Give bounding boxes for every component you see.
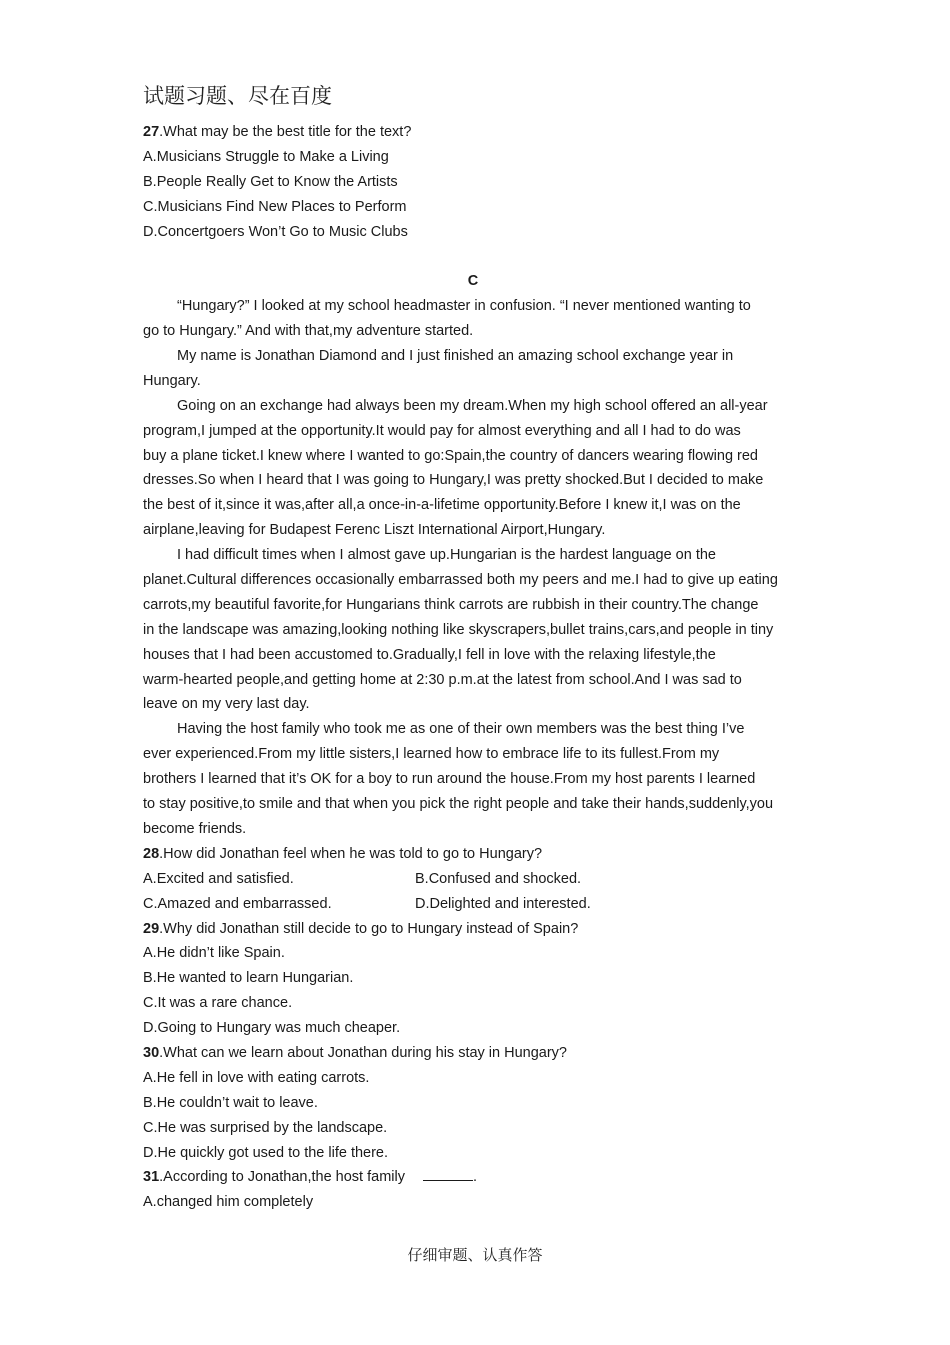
option: D.Going to Hungary was much cheaper.	[143, 1020, 401, 1037]
question-stem-end: .	[472, 1169, 478, 1186]
option-row	[143, 892, 803, 917]
passage-line: My name is Jonathan Diamond and I just finished an amazing school exchange year in	[177, 348, 734, 365]
option: B.He wanted to learn Hungarian.	[143, 970, 354, 987]
passage-line: dresses.So when I heard that I was going to Hungary,I was pretty shocked.But I decided to make	[143, 472, 764, 489]
passage-line: program,I jumped at the opportunity.It would pay for almost everything and all I had to do was	[143, 422, 741, 439]
passage-line: houses that I had been accustomed to.Gradually,I fell in love with the relaxing lifestyle,the	[143, 646, 716, 663]
question-number: 29	[143, 920, 160, 937]
passage-line: in the landscape was amazing,looking nothing like skyscrapers,bullet trains,cars,and people in tiny	[143, 621, 774, 638]
question-29	[143, 917, 803, 942]
document-body	[143, 120, 803, 1215]
passage-line: the best of it,since it was,after all,a once-in-a-lifetime opportunity.Before I knew it,I was on the	[143, 497, 741, 514]
passage-line: ever experienced.From my little sisters,I learned how to embrace life to its fullest.From my	[143, 746, 720, 763]
option: B.People Really Get to Know the Artists	[143, 173, 398, 190]
passage-line: go to Hungary.” And with that,my adventure started.	[143, 323, 474, 340]
passage-line: buy a plane ticket.I knew where I wanted to go:Spain,the country of dancers wearing flowing red	[143, 447, 758, 464]
question-stem: .How did Jonathan feel when he was told to go to Hungary?	[159, 845, 543, 862]
passage-line: Hungary.	[143, 372, 201, 389]
page-footer: 仔细审题、认真作答	[407, 1246, 543, 1264]
option: A.Musicians Struggle to Make a Living	[143, 148, 389, 165]
passage-line: warm-hearted people,and getting home at 2:30 p.m.at the latest from school.And I was sad to	[143, 671, 742, 688]
option: D.Concertgoers Won’t Go to Music Clubs	[143, 223, 408, 240]
passage-line: “Hungary?” I looked at my school headmaster in confusion. “I never mentioned wanting to	[177, 298, 751, 315]
option: C.It was a rare chance.	[143, 995, 293, 1012]
option: A.Excited and satisfied.	[143, 870, 294, 887]
option: B.He couldn’t wait to leave.	[143, 1094, 318, 1111]
passage-line: carrots,my beautiful favorite,for Hungarians think carrots are rubbish in their country.The change	[143, 596, 759, 613]
question-number: 31	[143, 1169, 160, 1186]
passage-line: Going on an exchange had always been my dream.When my high school offered an all-year	[177, 397, 768, 414]
option: C.Amazed and embarrassed.	[143, 895, 332, 912]
option: C.Musicians Find New Places to Perform	[143, 198, 407, 215]
question-30	[143, 1041, 803, 1066]
question-27	[143, 120, 803, 145]
question-stem: .What can we learn about Jonathan during his stay in Hungary?	[159, 1044, 567, 1061]
option: B.Confused and shocked.	[415, 870, 582, 887]
passage-line: to stay positive,to smile and that when you pick the right people and take their hands,suddenly,you	[143, 796, 774, 813]
passage-line: leave on my very last day.	[143, 696, 310, 713]
option: D.Delighted and interested.	[415, 895, 591, 912]
option-row	[143, 867, 803, 892]
option: A.He didn’t like Spain.	[143, 945, 285, 962]
question-number: 28	[143, 845, 160, 862]
passage-line: airplane,leaving for Budapest Ferenc Liszt International Airport,Hungary.	[143, 522, 606, 539]
passage-line: planet.Cultural differences occasionally embarrassed both my peers and me.I had to give up eating	[143, 572, 778, 589]
passage-line: Having the host family who took me as one of their own members was the best thing I’ve	[177, 721, 745, 738]
option: A.He fell in love with eating carrots.	[143, 1069, 370, 1086]
section-heading: C	[467, 273, 479, 290]
passage-line: become friends.	[143, 820, 247, 837]
question-number: 27	[143, 124, 160, 140]
answer-blank	[423, 1166, 473, 1181]
question-stem: .According to Jonathan,the host family	[159, 1169, 405, 1186]
page-header: 试题习题、尽在百度	[143, 84, 332, 108]
option: C.He was surprised by the landscape.	[143, 1119, 388, 1136]
question-28	[143, 842, 803, 867]
passage-line: brothers I learned that it’s OK for a boy to run around the house.From my host parents I learned	[143, 771, 756, 788]
question-number: 30	[143, 1044, 160, 1061]
question-31	[143, 1165, 803, 1190]
option: D.He quickly got used to the life there.	[143, 1144, 389, 1161]
option: A.changed him completely	[143, 1194, 314, 1211]
question-stem: .What may be the best title for the text?	[159, 124, 412, 140]
passage-line: I had difficult times when I almost gave up.Hungarian is the hardest language on the	[177, 547, 716, 564]
question-stem: .Why did Jonathan still decide to go to Hungary instead of Spain?	[159, 920, 579, 937]
